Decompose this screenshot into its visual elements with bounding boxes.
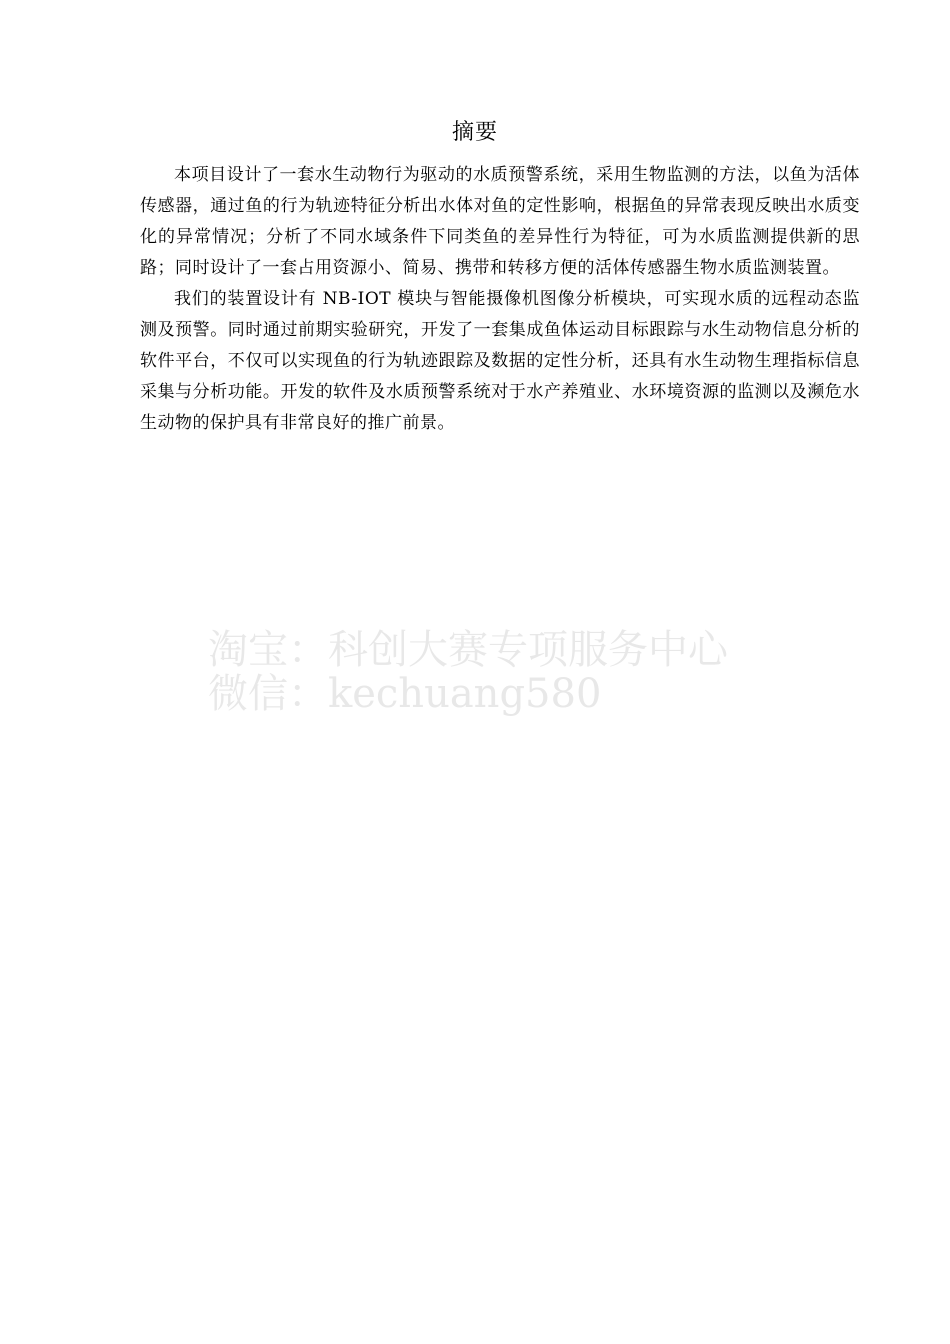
watermark-line-wechat: 微信：kechuang580: [208, 671, 602, 717]
abstract-title: 摘要: [451, 120, 498, 145]
abstract-body: [140, 160, 860, 439]
watermark: [208, 628, 728, 716]
abstract-paragraph-1: 本项目设计了一套水生动物行为驱动的水质预警系统，采用生物监测的方法，以鱼为活体传感器，通过鱼的行为轨迹特征分析出水体对鱼的定性影响，根据鱼的异常表现反映出水质变化的异常情况；分析了不同水域条件下同类鱼的差异性行为特征，可为水质监测提供新的思路；同时设计了一套占用资源小、简易、携带和转移方便的活体传感器生物水质监测装置。: [140, 165, 860, 278]
abstract-paragraph-2: 我们的装置设计有 NB-IOT 模块与智能摄像机图像分析模块，可实现水质的远程动态监测及预警。同时通过前期实验研究，开发了一套集成鱼体运动目标跟踪与水生动物信息分析的软件平台，不仅可以实现鱼的行为轨迹跟踪及数据的定性分析，还具有水生动物生理指标信息采集与分析功能。开发的软件及水质预警系统对于水产养殖业、水环境资源的监测以及濒危水生动物的保护具有非常良好的推广前景。: [140, 289, 860, 433]
watermark-line-shop: 淘宝：科创大赛专项服务中心: [208, 627, 728, 673]
